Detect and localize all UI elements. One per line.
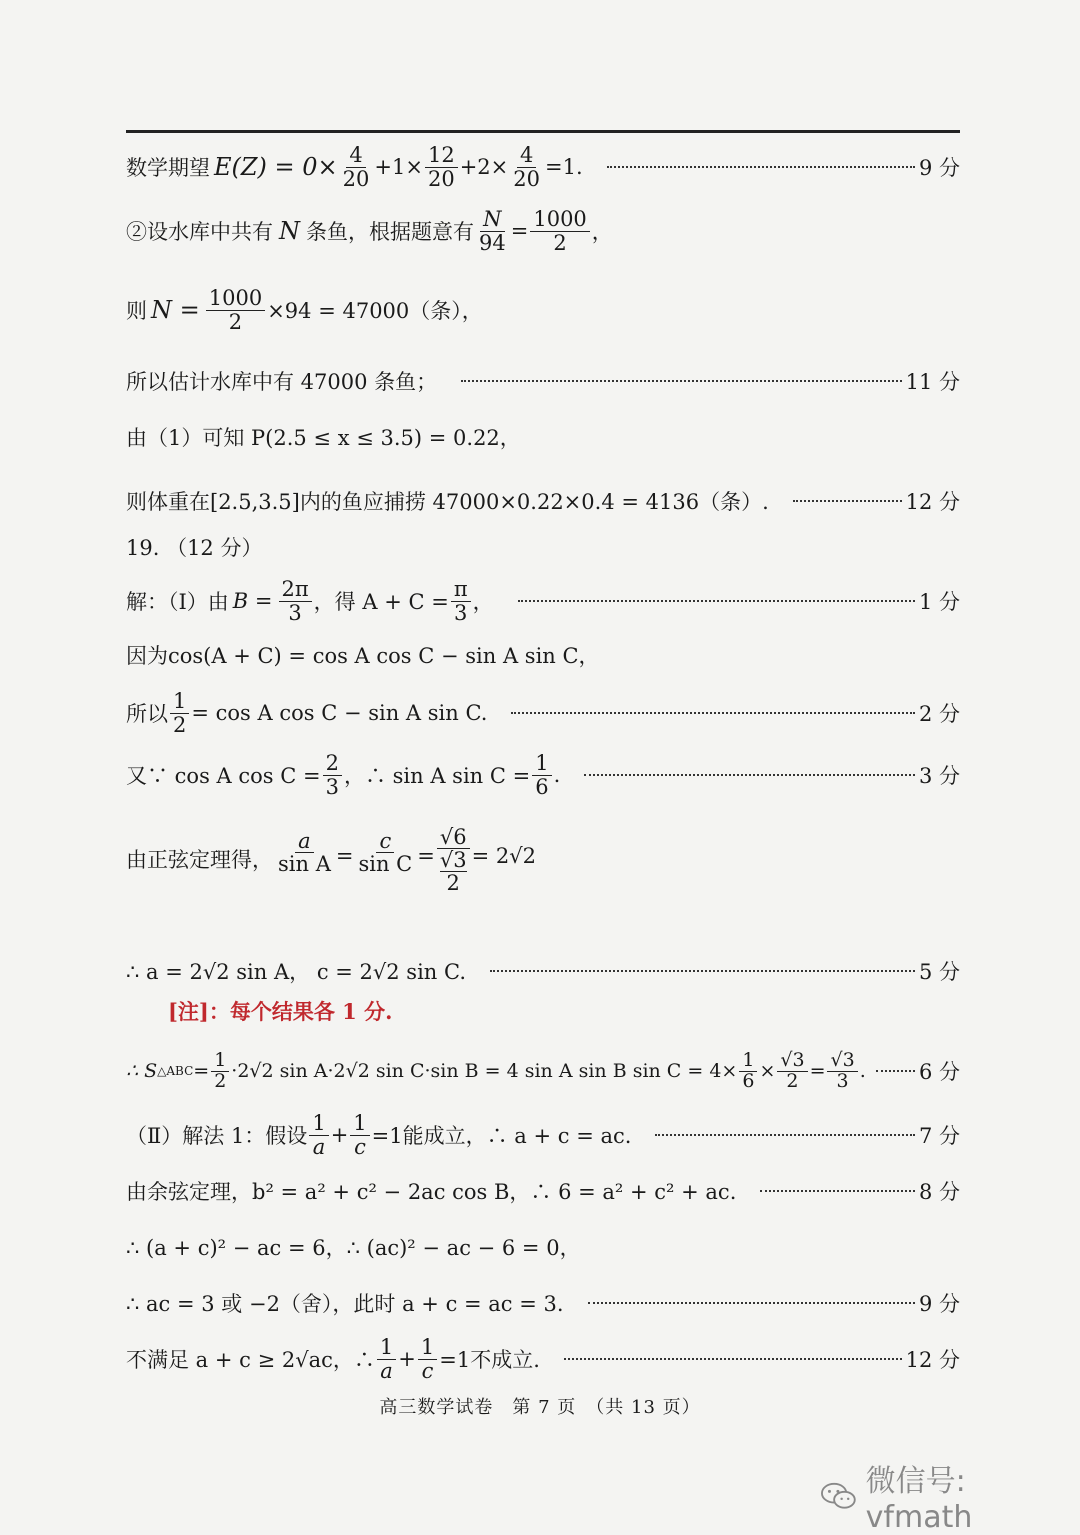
dot-leader <box>490 970 915 972</box>
wechat-icon <box>820 1481 858 1511</box>
line-part2-assume: （Ⅱ）解法 1：假设 $\frac{1}{a}$ + $\frac{1}{c}$ =1能成立，∴ a + c = ac. 7 分 <box>126 1111 960 1159</box>
dot-leader <box>793 500 902 502</box>
score: 9 分 <box>918 156 960 180</box>
line-expectation: 数学期望 E(Z) = 0× $\frac{4}{20}$ +1× $\frac{12}{20}$ +2× $\frac{4}{20}$ =1. 9 分 <box>126 143 960 191</box>
line-conclusion: 不满足 a + c ≥ 2√ac，∴ $\frac{1}{a}$ + $\frac{1}{c}$ =1不成立. 12 分 <box>126 1335 960 1383</box>
line-solution-1: 解：（Ⅰ）由 B = $\frac{2\pi}{3}$ ，得 A + C = $\frac{\pi}{3}$ ， 1 分 <box>126 577 960 625</box>
watermark <box>820 1456 1080 1535</box>
score: 6 分 <box>918 1060 960 1084</box>
line-catch: 则体重在[2.5,3.5]内的鱼应捕捞 47000×0.22×0.4 = 4136（条）. 12 分 <box>126 486 960 516</box>
score: 7 分 <box>918 1124 960 1148</box>
question-heading: 19. （12 分） <box>126 536 263 560</box>
line-sine-law: 由正弦定理得， $\frac{a}{\text{sin A}}$ = $\frac{c}{\text{sin C}}$ = √6 √3 2 = 2√2 <box>126 825 536 896</box>
score: 12 分 <box>905 490 960 514</box>
line-half: 所以 $\frac{1}{2}$ = cos A cos C − sin A sin C. 2 分 <box>126 689 960 737</box>
score: 12 分 <box>905 1348 960 1372</box>
dot-leader <box>511 712 915 714</box>
line-probability: 由（1）可知 P(2.5 ≤ x ≤ 3.5) = 0.22， <box>126 426 521 450</box>
score: 11 分 <box>905 370 960 394</box>
score: 3 分 <box>918 764 960 788</box>
line-fish-result: 则 N = $\frac{1000}{2}$ ×94 = 47000（条）， <box>126 286 483 334</box>
score: 1 分 <box>918 590 960 614</box>
dot-leader <box>876 1070 915 1072</box>
score: 5 分 <box>918 960 960 984</box>
dot-leader <box>588 1302 915 1304</box>
top-rule <box>126 130 960 133</box>
line-sides: ∴ a = 2√2 sin A， c = 2√2 sin C. 5 分 <box>126 956 960 986</box>
dot-leader <box>461 380 901 382</box>
dot-leader <box>564 1358 902 1360</box>
line-cos-product: 又∵ cos A cos C = $\frac{2}{3}$ ，∴ sin A sin C = $\frac{1}{6}$ . 3 分 <box>126 751 960 799</box>
dot-leader <box>655 1134 915 1136</box>
page-footer: 高三数学试卷 第 7 页 （共 13 页） <box>379 1397 701 1418</box>
line-fish-setup: ②设水库中共有 N 条鱼，根据题意有 $\frac{N}{94}$ = $\frac{1000}{2}$ ， <box>126 207 613 255</box>
line-cos-sum: 因为cos(A + C) = cos A cos C − sin A sin C， <box>126 644 600 668</box>
dot-leader <box>760 1190 915 1192</box>
score: 9 分 <box>918 1292 960 1316</box>
watermark-text: 微信号: vfmath <box>865 1464 973 1535</box>
score: 8 分 <box>918 1180 960 1204</box>
line-area: ∴ S △ABC = $\frac{1}{2}$ ·2√2 sin A·2√2 sin C·sin B = 4 sin A sin B sin C = 4× $\frac{1}{6}$ × $\frac{√3}{2}$ = $\frac{√3}{3}$ . 6 分 <box>126 1048 960 1092</box>
line-ac-value: ∴ ac = 3 或 −2（舍），此时 a + c = ac = 3. 9 分 <box>126 1288 960 1318</box>
dot-leader <box>518 600 915 602</box>
line-estimate: 所以估计水库中有 47000 条鱼； 11 分 <box>126 366 960 396</box>
grading-note: [注]：每个结果各 1 分. <box>168 999 393 1024</box>
score: 2 分 <box>918 702 960 726</box>
dot-leader <box>607 166 915 168</box>
dot-leader <box>584 774 915 776</box>
line-quadratic: ∴ (a + c)² − ac = 6，∴ (ac)² − ac − 6 = 0， <box>126 1236 581 1260</box>
line-cosine-law: 由余弦定理，b² = a² + c² − 2ac cos B，∴ 6 = a² + c² + ac. 8 分 <box>126 1176 960 1206</box>
